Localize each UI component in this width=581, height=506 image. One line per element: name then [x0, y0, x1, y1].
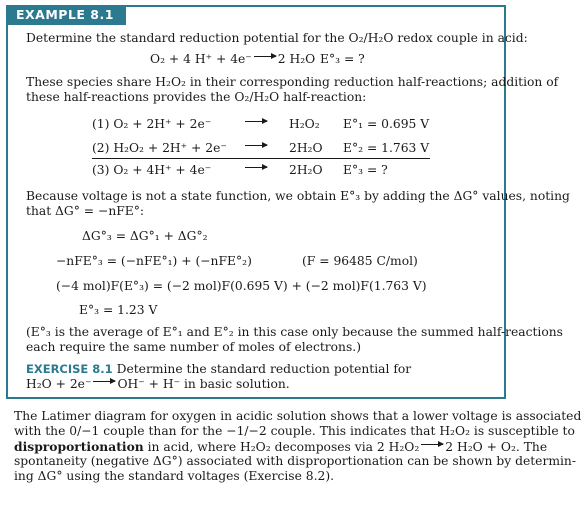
exercise-lhs: H₂O + 2e⁻ — [26, 377, 92, 391]
equation-1: ΔG°₃ = ΔG°₁ + ΔG°₂ — [82, 229, 208, 243]
rxn1-e: E°₁ = 0.695 V — [343, 117, 430, 131]
rxn1-lhs: (1) O₂ + 2H⁺ + 2e⁻ — [92, 117, 212, 131]
rxn2-rhs: 2H₂O — [289, 141, 323, 155]
arrow-icon — [243, 141, 269, 156]
exercise-line1 — [26, 362, 411, 377]
term-disproportionation: disproportionation — [14, 439, 144, 454]
equation-4: E°₃ = 1.23 V — [79, 303, 158, 317]
rxn1-rhs: H₂O₂ — [289, 117, 320, 131]
note-line2: each require the same number of moles of electrons.) — [26, 340, 361, 354]
exercise-label: EXERCISE 8.1 — [26, 362, 113, 376]
target-reaction — [150, 52, 315, 67]
rxn3-rhs: 2H₂O — [289, 163, 323, 177]
example-prompt: Determine the standard reduction potential for the O₂/H₂O redox couple in acid: — [26, 31, 528, 45]
sum-divider — [92, 158, 430, 159]
arrow-icon — [243, 163, 269, 178]
rxn3-e: E°₃ = ? — [343, 163, 388, 177]
exercise-text: Determine the standard reduction potential for — [116, 362, 412, 376]
arrow-icon — [243, 117, 269, 132]
equation-2-note: (F = 96485 C/mol) — [302, 254, 418, 268]
arrow-icon — [421, 444, 443, 445]
body-line4: spontaneity (negative ΔG°) associated with disproportionation can be shown by determin- — [14, 454, 576, 468]
target-lhs: O₂ + 4 H⁺ + 4e⁻ — [150, 52, 252, 66]
body-line3-text: in acid, where H₂O₂ decomposes via 2 H₂O₂ — [143, 440, 420, 454]
body-line2: with the 0/−1 couple than for the −1/−2 couple. This indicates that H₂O₂ is susceptible to — [14, 424, 575, 438]
example-tag: EXAMPLE 8.1 — [6, 5, 126, 25]
arrow-icon — [93, 381, 115, 382]
para1-line1: These species share H₂O₂ in their corresponding reduction half-reactions; addition of — [26, 75, 559, 89]
para2-line1: Because voltage is not a state function, we obtain E°₃ by adding the ΔG° values, noting — [26, 189, 570, 203]
body-line3-end: 2 H₂O + O₂. The — [445, 440, 548, 454]
exercise-rhs: OH⁻ + H⁻ in basic solution. — [117, 377, 290, 391]
arrow-icon — [254, 56, 276, 57]
equation-2: −nFE°₃ = (−nFE°₁) + (−nFE°₂) — [56, 254, 252, 268]
target-e: E°₃ = ? — [320, 52, 365, 66]
rxn2-lhs: (2) H₂O₂ + 2H⁺ + 2e⁻ — [92, 141, 227, 155]
rxn2-e: E°₂ = 1.763 V — [343, 141, 430, 155]
body-line5: ing ΔG° using the standard voltages (Exercise 8.2). — [14, 469, 335, 483]
para1-line2: these half-reactions provides the O₂/H₂O half-reaction: — [26, 90, 367, 104]
note-line1: (E°₃ is the average of E°₁ and E°₂ in this case only because the summed half-reactions — [26, 325, 563, 339]
body-line3 — [14, 439, 547, 455]
body-line1: The Latimer diagram for oxygen in acidic solution shows that a lower voltage is associated — [14, 409, 581, 423]
target-rhs: 2 H₂O — [277, 52, 316, 66]
exercise-line2 — [26, 377, 290, 392]
para2-line2: that ΔG° = −nFE°: — [26, 204, 145, 218]
equation-3: (−4 mol)F(E°₃) = (−2 mol)F(0.695 V) + (−2 mol)F(1.763 V) — [56, 279, 427, 293]
rxn3-lhs: (3) O₂ + 4H⁺ + 4e⁻ — [92, 163, 212, 177]
